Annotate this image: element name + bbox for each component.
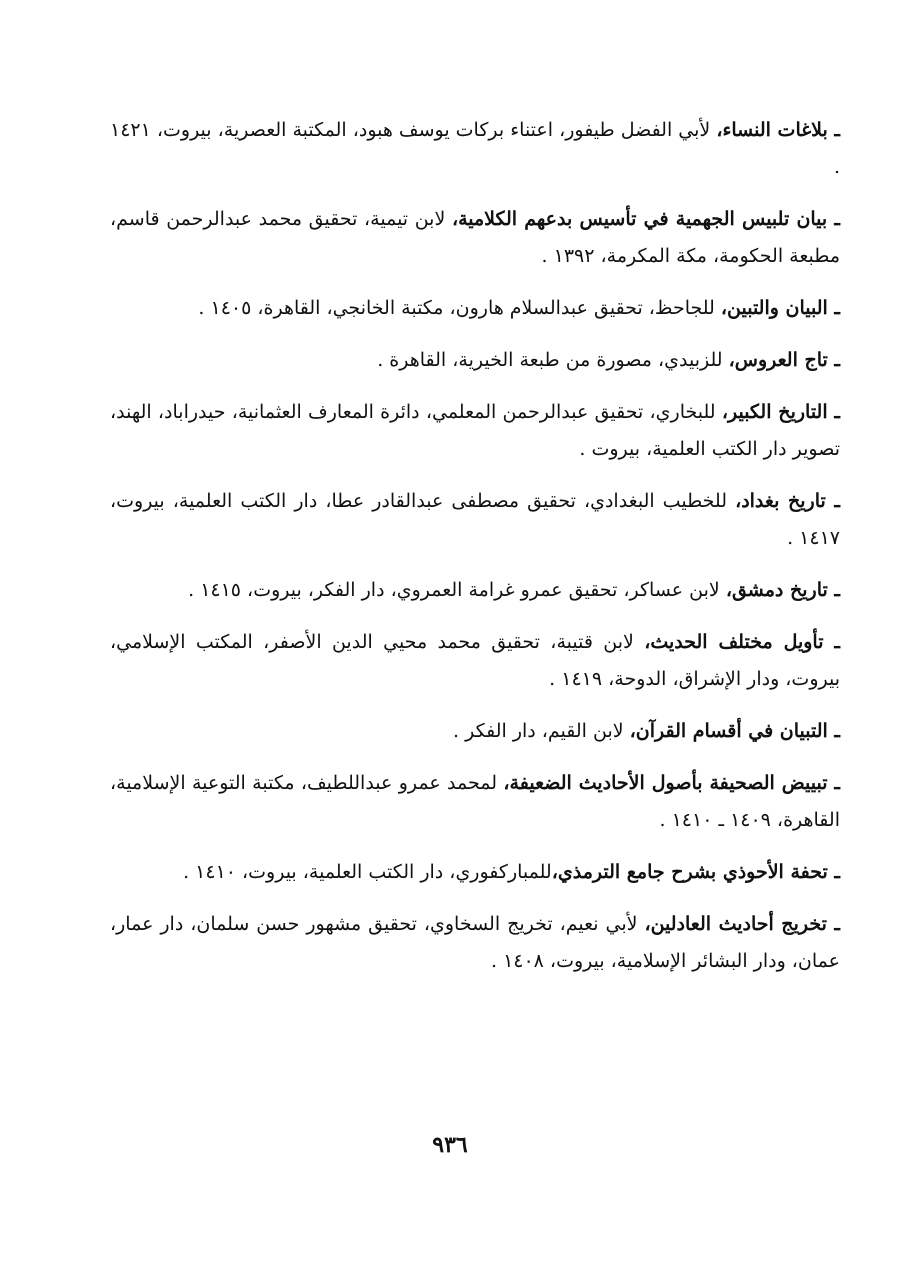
- entry-dash: ـ: [827, 861, 840, 883]
- entry-title: تخريج أحاديث العادلين،: [644, 913, 827, 935]
- bibliography-entry: [110, 394, 840, 468]
- entry-title: التاريخ الكبير،: [721, 401, 828, 423]
- entry-dash: ـ: [827, 401, 841, 423]
- bibliography-entry: [110, 572, 840, 609]
- entry-dash: ـ: [827, 297, 840, 319]
- entry-details: للبخاري، تحقيق عبدالرحمن المعلمي، دائرة المعارف العثمانية، حيدراباد، الهند، تصوير دار الكتب العلمية، بيروت .: [110, 401, 840, 460]
- bibliography-entry: [110, 713, 840, 750]
- bibliography-entry: [110, 854, 840, 891]
- entry-dash: ـ: [827, 119, 840, 141]
- entry-title: تاج العروس،: [728, 349, 828, 371]
- entry-title: التبيان في أقسام القرآن،: [629, 720, 828, 742]
- bibliography-entry: [110, 906, 840, 980]
- bibliography-list: [110, 112, 840, 995]
- entry-details: لأبي نعيم، تخريج السخاوي، تحقيق مشهور حسن سلمان، دار عمار، عمان، ودار البشائر الإسلامية، بيروت، ١٤٠٨ .: [110, 913, 840, 972]
- entry-title: البيان والتبين،: [720, 297, 828, 319]
- entry-title: بيان تلبيس الجهمية في تأسيس بدعهم الكلامية،: [451, 208, 828, 230]
- entry-title: بلاغات النساء،: [716, 119, 828, 141]
- entry-dash: ـ: [827, 208, 840, 230]
- entry-dash: ـ: [825, 490, 840, 512]
- entry-dash: ـ: [823, 631, 840, 653]
- entry-title: تاريخ بغداد،: [735, 490, 826, 512]
- entry-details: لابن القيم، دار الفكر .: [453, 720, 630, 742]
- bibliography-entry: [110, 201, 840, 275]
- entry-dash: ـ: [827, 772, 840, 794]
- entry-dash: ـ: [827, 579, 840, 601]
- bibliography-entry: [110, 290, 840, 327]
- entry-details: للمباركفوري، دار الكتب العلمية، بيروت، ١٤١٠ .: [183, 861, 552, 883]
- entry-details: لأبي الفضل طيفور، اعتناء بركات يوسف هبود، المكتبة العصرية، بيروت، ١٤٢١ .: [110, 119, 840, 178]
- bibliography-entry: [110, 483, 840, 557]
- entry-title: تأويل مختلف الحديث،: [644, 631, 824, 653]
- bibliography-entry: [110, 765, 840, 839]
- page-number: ٩٣٦: [432, 1132, 468, 1158]
- entry-title: تاريخ دمشق،: [725, 579, 828, 601]
- entry-details: لمحمد عمرو عبداللطيف، مكتبة التوعية الإسلامية، القاهرة، ١٤٠٩ ـ ١٤١٠ .: [110, 772, 840, 831]
- entry-details: لابن قتيبة، تحقيق محمد محيي الدين الأصفر، المكتب الإسلامي، بيروت، ودار الإشراق، الدوحة، ١٤١٩ .: [110, 631, 840, 690]
- bibliography-entry: [110, 624, 840, 698]
- entry-dash: ـ: [827, 720, 840, 742]
- entry-details: للجاحظ، تحقيق عبدالسلام هارون، مكتبة الخانجي، القاهرة، ١٤٠٥ .: [198, 297, 721, 319]
- entry-details: لابن عساكر، تحقيق عمرو غرامة العمروي، دار الفكر، بيروت، ١٤١٥ .: [188, 579, 726, 601]
- entry-details: للخطيب البغدادي، تحقيق مصطفى عبدالقادر عطا، دار الكتب العلمية، بيروت، ١٤١٧ .: [110, 490, 840, 549]
- bibliography-entry: [110, 112, 840, 186]
- entry-dash: ـ: [826, 913, 840, 935]
- entry-details: للزبيدي، مصورة من طبعة الخيرية، القاهرة .: [377, 349, 729, 371]
- entry-dash: ـ: [827, 349, 840, 371]
- entry-details: لابن تيمية، تحقيق محمد عبدالرحمن قاسم، مطبعة الحكومة، مكة المكرمة، ١٣٩٢ .: [110, 208, 840, 267]
- entry-title: تبييض الصحيفة بأصول الأحاديث الضعيفة،: [503, 772, 828, 794]
- entry-title: تحفة الأحوذي بشرح جامع الترمذي،: [551, 861, 828, 883]
- bibliography-entry: [110, 342, 840, 379]
